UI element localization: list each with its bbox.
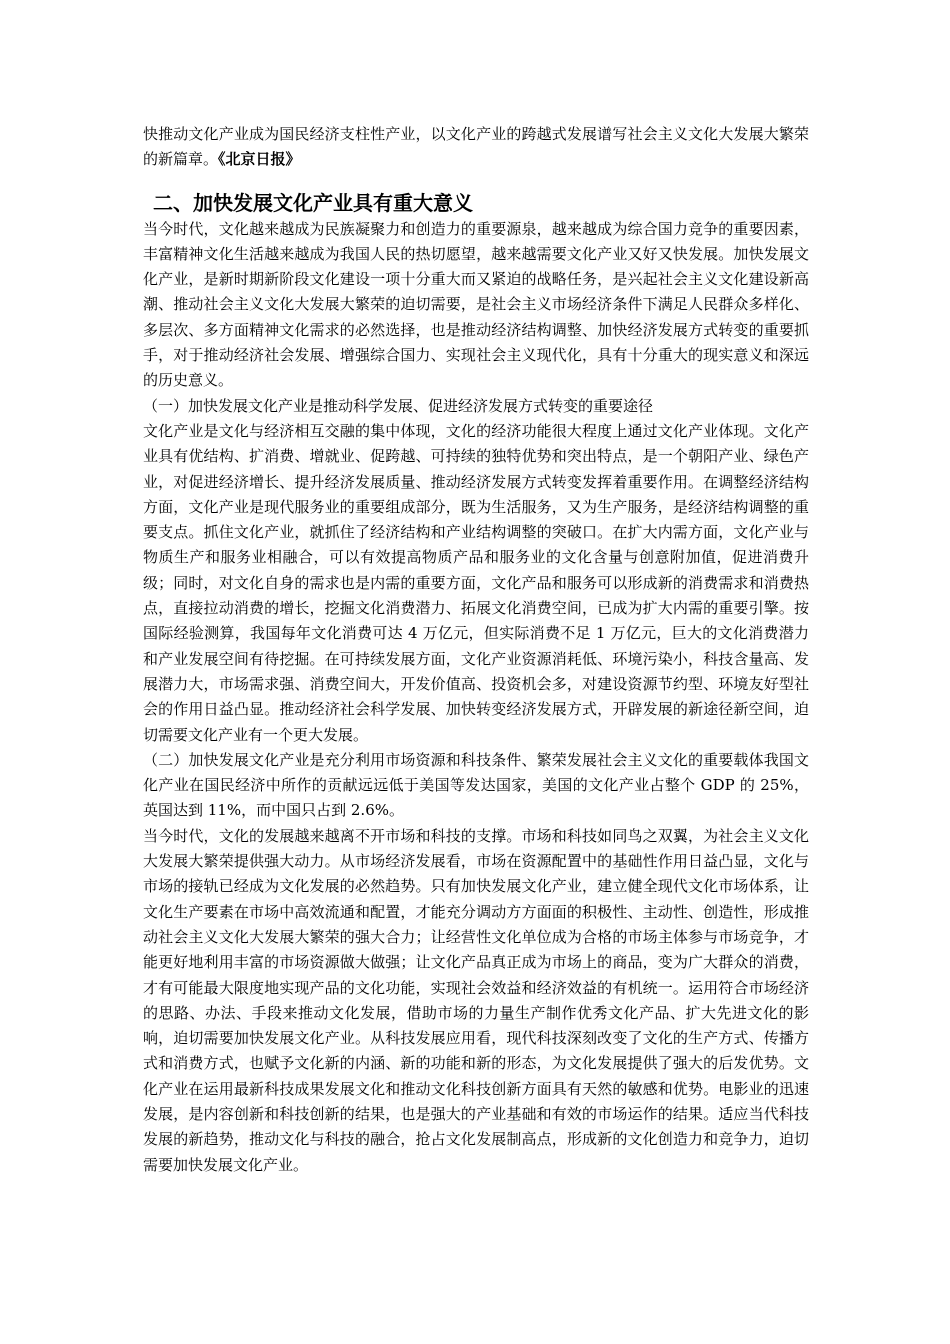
subheading-two: （二）加快发展文化产业是充分利用市场资源和科技条件、繁荣发展社会主义文化的重要载体我国文化产业在国民经济中所作的贡献远远低于美国等发达国家，美国的文化产业占整个 GDP 的 25%，英国达到 11%，而中国只占到 2.6%。 (143, 750, 809, 820)
paragraph-economic-role: 文化产业是文化与经济相互交融的集中体现，文化的经济功能很大程度上通过文化产业体现。文化产业具有优结构、扩消费、增就业、促跨越、可持续的独特优势和突出特点，是一个朝阳产业、绿色产业，对促进经济增长、提升经济发展质量、推动经济发展方式转变发挥着重要作用。在调整经济结构方面，文化产业是现代服务业的重要组成部分，既为生活服务，又为生产服务，是经济结构调整的重要支点。抓住文化产业，就抓住了经济结构和产业结构调整的突破口。在扩大内需方面，文化产业与物质生产和服务业相融合，可以有效提高物质产品和服务业的文化含量与创意附加值，促进消费升级；同时，对文化自身的需求也是内需的重要方面，文化产品和服务可以形成新的消费需求和消费热点，直接拉动消费的增长，挖掘文化消费潜力、拓展文化消费空间，已成为扩大内需的重要引擎。按国际经验测算，我国每年文化消费可达 4 万亿元，但实际消费不足 1 万亿元，巨大的文化消费潜力和产业发展空间有待挖掘。在可持续发展方面，文化产业资源消耗低、环境污染小，科技含量高、发展潜力大，市场需求强、消费空间大，开发价值高、投资机会多，对建设资源节约型、环境友好型社会的作用日益凸显。推动经济社会科学发展、加快转变经济发展方式，开辟发展的新途径新空间，迫切需要文化产业有一个更大发展。 (143, 421, 809, 744)
paragraph-market-technology: 当今时代，文化的发展越来越离不开市场和科技的支撑。市场和科技如同鸟之双翼，为社会主义文化大发展大繁荣提供强大动力。从市场经济发展看，市场在资源配置中的基础性作用日益凸显，文化与市场的接轨已经成为文化发展的必然趋势。只有加快发展文化产业，建立健全现代文化市场体系，让文化生产要素在市场中高效流通和配置，才能充分调动方方面面的积极性、主动性、创造性，形成推动社会主义文化大发展大繁荣的强大合力；让经营性文化单位成为合格的市场主体参与市场竞争，才能更好地利用丰富的市场资源做大做强；让文化产品真正成为市场上的商品，变为广大群众的消费，才有可能最大限度地实现产品的文化功能，实现社会效益和经济效益的有机统一。运用符合市场经济的思路、办法、手段来推动文化发展，借助市场的力量生产制作优秀文化产品、扩大先进文化的影响，迫切需要加快发展文化产业。从科技发展应用看，现代科技深刻改变了文化的生产方式、传播方式和消费方式，也赋予文化新的内涵、新的功能和新的形态，为文化发展提供了强大的后发优势。文化产业在运用最新科技成果发展文化和推动文化科技创新方面具有天然的敏感和优势。电影业的迅速发展，是内容创新和科技创新的结果，也是强大的产业基础和有效的市场运作的结果。适应当代科技发展的新趋势，推动文化与科技的融合，抢占文化发展制高点，形成新的文化创造力和竞争力，迫切需要加快发展文化产业。 (143, 826, 809, 1174)
intro-text: 快推动文化产业成为国民经济支柱性产业，以文化产业的跨越式发展谱写社会主义文化大发展大繁荣的新篇章。 (143, 125, 809, 169)
paragraph-significance: 当今时代，文化越来越成为民族凝聚力和创造力的重要源泉，越来越成为综合国力竞争的重要因素，丰富精神文化生活越来越成为我国人民的热切愿望，越来越需要文化产业又好又快发展。加快发展文化产业，是新时期新阶段文化建设一项十分重大而又紧迫的战略任务，是兴起社会主义文化建设新高潮、推动社会主义文化大发展大繁荣的迫切需要，是社会主义市场经济条件下满足人民群众多样化、多层次、多方面精神文化需求的必然选择，也是推动经济结构调整、加快经济发展方式转变的重要抓手，对于推动经济社会发展、增强综合国力、实现社会主义现代化，具有十分重大的现实意义和深远的历史意义。 (143, 219, 809, 390)
section-heading: 二、加快发展文化产业具有重大意义 (153, 190, 473, 215)
document-page (143, 122, 809, 1178)
source-citation: 《北京日报》 (218, 150, 301, 169)
intro-paragraph (143, 122, 809, 173)
subheading-one: （一）加快发展文化产业是推动科学发展、促进经济发展方式转变的重要途径 (143, 396, 654, 415)
